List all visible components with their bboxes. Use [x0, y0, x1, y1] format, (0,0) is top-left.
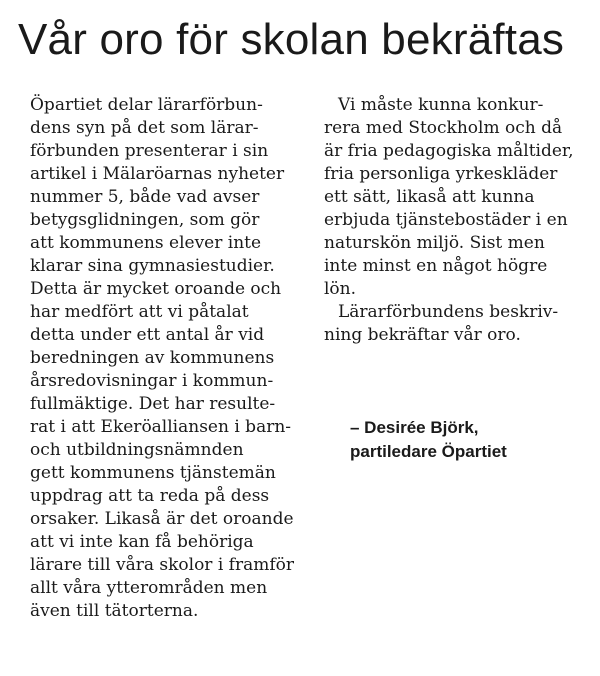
text-line: klarar sina gymnasiestudier. [30, 256, 275, 276]
text-line: allt våra ytterområden men [30, 578, 268, 598]
text-line: har medfört att vi påtalat [30, 302, 249, 322]
text-line: Detta är mycket oroande och [30, 279, 282, 299]
byline-title: partiledare Öpartiet [350, 442, 507, 461]
text-line: naturskön miljö. Sist men [324, 233, 545, 253]
text-line: detta under ett antal år vid [30, 325, 265, 345]
text-line: fullmäktige. Det har resulte- [30, 394, 276, 414]
text-line: nummer 5, både vad avser [30, 187, 260, 207]
text-line: Öpartiet delar lärarförbun- [30, 95, 263, 115]
text-line: betygsglidningen, som gör [30, 210, 260, 230]
text-line: artikel i Mälaröarnas nyheter [30, 164, 285, 184]
text-line: rera med Stockholm och då [324, 118, 563, 138]
text-line: orsaker. Likaså är det oroande [30, 509, 294, 529]
text-line: fria personliga yrkeskläder [324, 164, 558, 184]
text-line: och utbildningsnämnden [30, 440, 244, 460]
text-line: lärare till våra skolor i framför [30, 555, 295, 575]
text-line: att kommunens elever inte [30, 233, 262, 253]
text-line: är fria pedagogiska måltider, [324, 141, 574, 161]
text-line: årsredovisningar i kommun- [30, 371, 274, 391]
text-line: Lärarförbundens beskriv- [338, 302, 559, 322]
text-line: inte minst en något högre [324, 256, 548, 276]
article-headline: Vår oro för skolan bekräftas [18, 15, 565, 64]
text-line: Vi måste kunna konkur- [338, 95, 544, 115]
article-byline [350, 416, 590, 464]
text-line: gett kommunens tjänstemän [30, 463, 276, 483]
text-line: att vi inte kan få behöriga [30, 532, 254, 552]
text-line: beredningen av kommunens [30, 348, 275, 368]
text-line: ning bekräftar vår oro. [324, 325, 521, 345]
text-line: dens syn på det som lärar- [30, 118, 259, 138]
text-line: ett sätt, likaså att kunna [324, 187, 535, 207]
text-line: erbjuda tjänstebostäder i en [324, 210, 568, 230]
text-line: lön. [324, 279, 357, 299]
article-column-left [30, 94, 300, 623]
byline-author: – Desirée Björk, [350, 418, 479, 437]
text-line: uppdrag att ta reda på dess [30, 486, 270, 506]
article-column-right [324, 94, 584, 347]
text-line: förbunden presenterar i sin [30, 141, 269, 161]
text-line: rat i att Ekeröalliansen i barn- [30, 417, 292, 437]
text-line: även till tätorterna. [30, 601, 199, 621]
